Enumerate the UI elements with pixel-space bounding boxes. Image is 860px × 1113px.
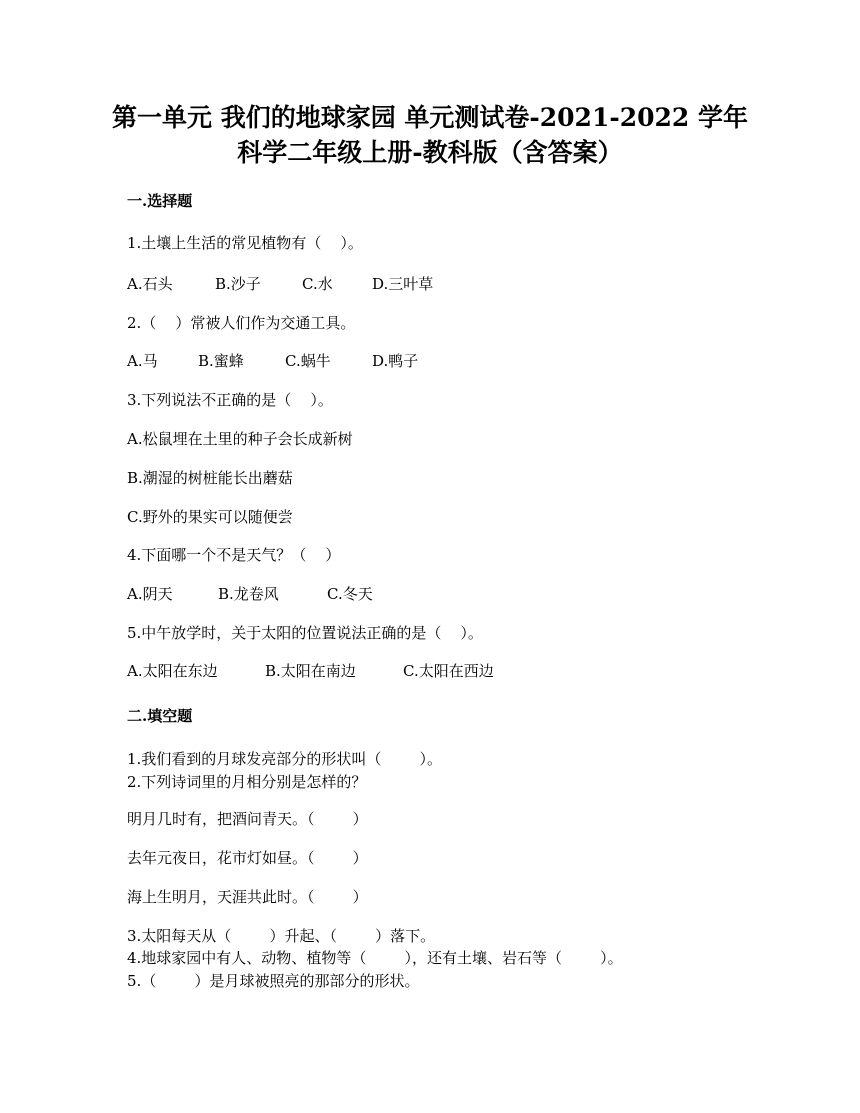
option: A.阴天 [127, 585, 173, 603]
fill-question-1: 1.我们看到的月球发亮部分的形状叫（ ）。 [127, 750, 442, 768]
poem-line-1: 明月几时有，把酒问青天。（ ） [127, 810, 368, 828]
option: B.太阳在南边 [265, 662, 356, 680]
option: B.蜜蜂 [198, 352, 244, 370]
fill-question-3: 3.太阳每天从（ ）升起、（ ）落下。 [127, 927, 436, 945]
fill-question-2: 2.下列诗词里的月相分别是怎样的？ [127, 773, 367, 791]
option: B.龙卷风 [218, 585, 279, 603]
option: C.水 [302, 275, 333, 293]
question-3-option-c: C.野外的果实可以随便尝 [127, 508, 293, 526]
section-heading-fill-in: 二.填空题 [127, 707, 193, 725]
question-1: 1.土壤上生活的常见植物有（ ）。 [127, 234, 363, 252]
option: C.蜗牛 [285, 352, 331, 370]
question-2: 2.（ ）常被人们作为交通工具。 [127, 314, 356, 332]
question-3: 3.下列说法不正确的是（ ）。 [127, 391, 333, 409]
option: A.石头 [127, 275, 173, 293]
option: C.冬天 [327, 585, 373, 603]
fill-question-4: 4.地球家园中有人、动物、植物等（ ），还有土壤、岩石等（ ）。 [127, 949, 623, 967]
option: D.鸭子 [372, 352, 419, 370]
question-3-option-b: B.潮湿的树桩能长出蘑菇 [127, 469, 293, 487]
option: C.太阳在西边 [403, 662, 494, 680]
option: A.太阳在东边 [127, 662, 218, 680]
option: D.三叶草 [372, 275, 434, 293]
document-title-line-1: 第一单元 我们的地球家园 单元测试卷-2021-2022 学年 [111, 103, 749, 132]
question-5: 5.中午放学时，关于太阳的位置说法正确的是（ ）。 [127, 624, 483, 642]
section-heading-choice: 一.选择题 [127, 192, 193, 210]
question-4: 4.下面哪一个不是天气？（ ） [127, 546, 341, 564]
poem-line-2: 去年元夜日，花市灯如昼。（ ） [127, 849, 368, 867]
option: A.马 [127, 352, 158, 370]
question-3-option-a: A.松鼠埋在土里的种子会长成新树 [127, 430, 353, 448]
option: B.沙子 [215, 275, 261, 293]
document-title-line-2: 科学二年级上册-教科版（含答案） [237, 138, 623, 167]
poem-line-3: 海上生明月，天涯共此时。（ ） [127, 888, 368, 906]
fill-question-5: 5.（ ）是月球被照亮的那部分的形状。 [127, 972, 420, 990]
